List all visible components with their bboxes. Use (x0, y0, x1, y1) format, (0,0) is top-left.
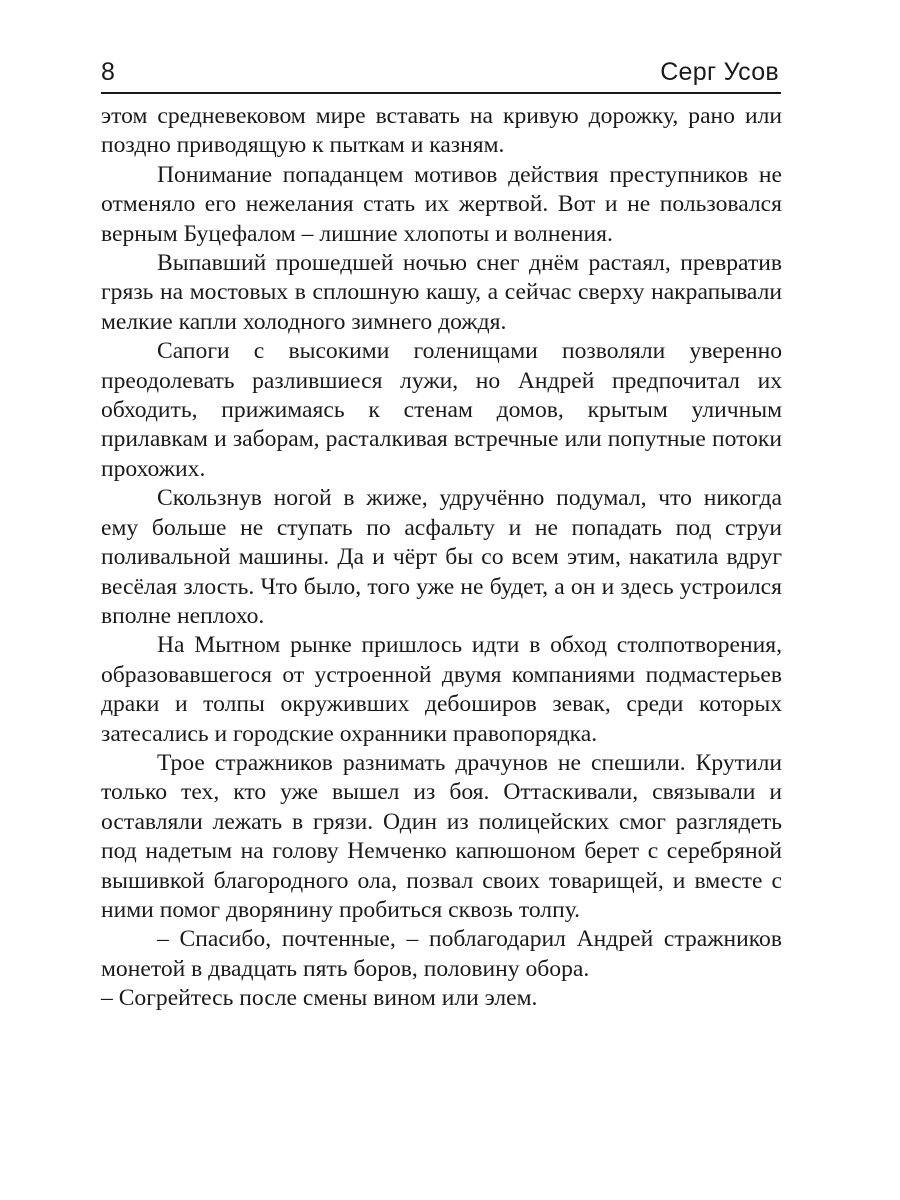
body-text (101, 102, 782, 1014)
paragraph-continued: этом средневековом мире вставать на кривую дорожку, рано или поздно приводящую к пыткам и казням. (101, 103, 782, 159)
paragraph: Трое стражников разнимать драчунов не спешили. Крутили только тех, кто уже вышел из боя. Оттаскивали, связывали и оставляли лежать в грязи. Один из полицейских смог разглядеть под надетым на голову Немченко капюшоном берет с серебряной вышивкой благородного ола, позвал своих товарищей, и вместе с ними помог дворянину пробиться сквозь толпу. (101, 749, 782, 923)
running-header (101, 52, 781, 94)
paragraph: Понимание попаданцем мотивов действия преступников не отменяло его нежелания стать их жертвой. Вот и не пользовался верным Буцефалом – лишние хлопоты и волнения. (101, 161, 782, 247)
paragraph: Выпавший прошедшей ночью снег днём растаял, превратив грязь на мостовых в сплошную кашу, а сейчас сверху накрапывали мелкие капли холодного зимнего дождя. (101, 250, 782, 335)
page-number: 8 (101, 58, 115, 86)
author-name: Серг Усов (660, 58, 779, 86)
paragraph: Скользнув ногой в жиже, удручённо подумал, что никогда ему больше не ступать по асфальту и не попадать под струи поливальной машины. Да и чёрт бы со всем этим, накатила вдруг весёлая злость. Что было, того уже не будет, а он и здесь устроился вполне неплохо. (101, 485, 782, 629)
dialog-paragraph: – Спасибо, почтенные, – поблагодарил Андрей стражников монетой в двадцать пять боров, половину обора. (101, 926, 782, 982)
paragraph: На Мытном рынке пришлось идти в обход столпотворения, образовавшегося от устроенной двумя компаниями подмастерьев драки и толпы окруживших дебоширов зевак, среди которых затесались и городские охранники правопорядка. (101, 632, 782, 747)
dialog-continuation: – Согрейтесь после смены вином или элем. (101, 985, 538, 1012)
paragraph: Сапоги с высокими голенищами позволяли уверенно преодолевать разлившиеся лужи, но Андрей предпочитал их обходить, прижимаясь к стенам домов, крытым уличным прилавкам и заборам, расталкивая встречные или попутные потоки прохожих. (101, 338, 782, 482)
